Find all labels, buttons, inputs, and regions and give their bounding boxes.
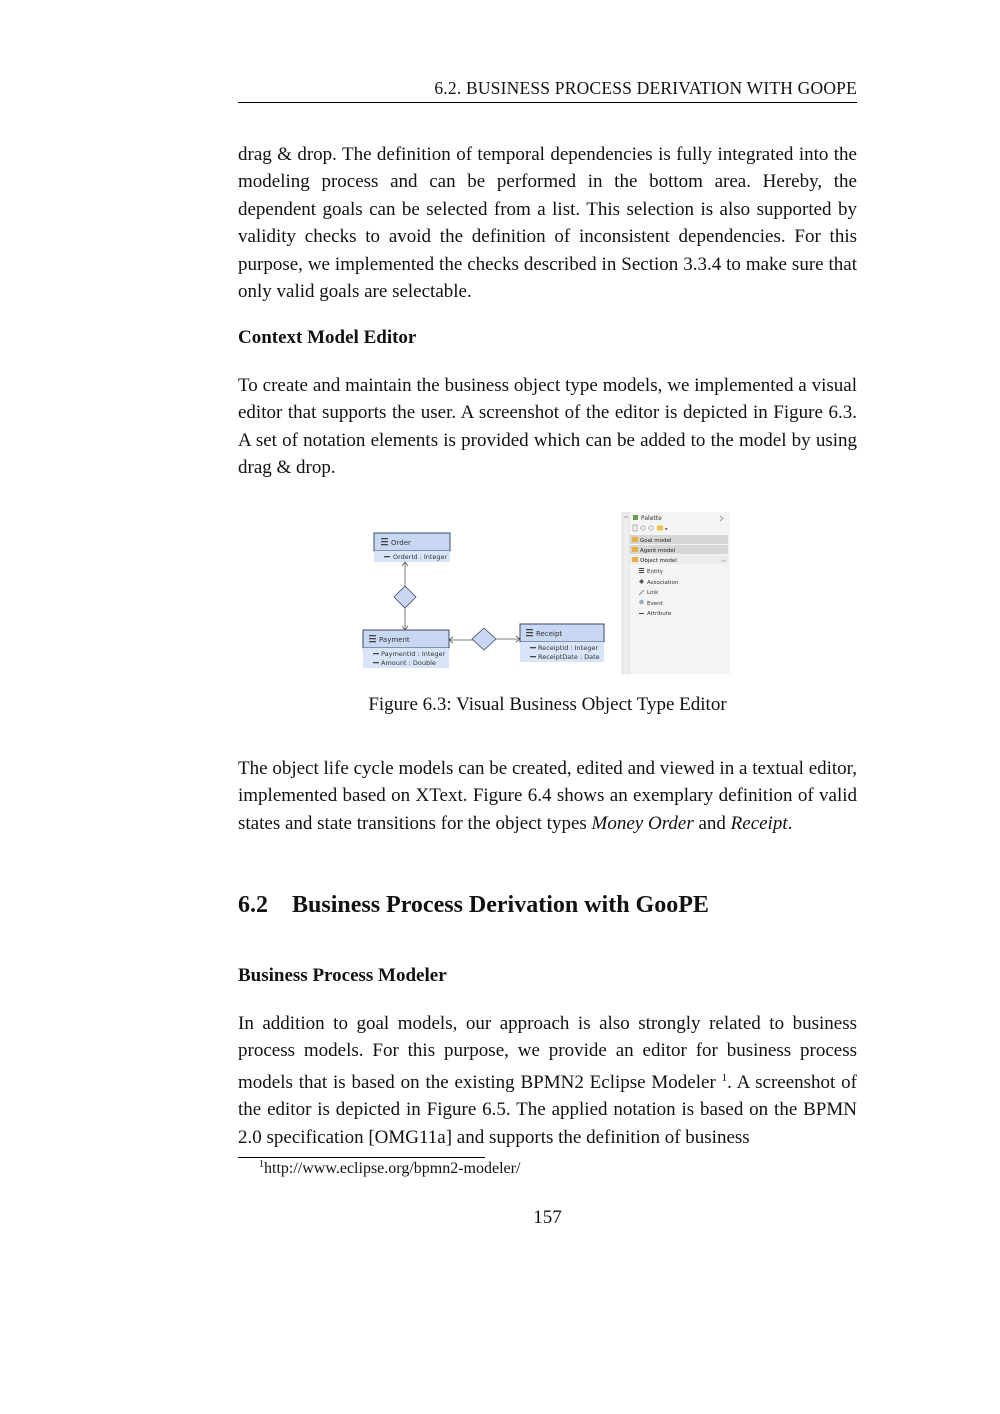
palette-item: Link xyxy=(647,590,659,596)
paragraph-text: To create and maintain the business object type models, we implemented a visual editor that supports the user. A screenshot of the editor is depicted in Figure 6.3. A set of notation elements is provided which can be added to the model by using drag & drop. xyxy=(238,375,857,479)
page-number: 157 xyxy=(533,1207,562,1228)
section-title: Business Process Derivation with GooPE xyxy=(292,892,709,918)
palette-item: Event xyxy=(647,601,663,607)
paragraph-object-life-cycle xyxy=(238,755,857,837)
paragraph-temporal-dependencies xyxy=(238,141,857,305)
palette-title: Palette xyxy=(641,515,662,522)
footnote-number: 1 xyxy=(259,1159,264,1170)
palette-item: Attribute xyxy=(647,611,672,617)
section-heading xyxy=(238,892,709,919)
paragraph-context-editor xyxy=(238,372,857,482)
folder-icon xyxy=(632,537,638,542)
palette-group: Goal model xyxy=(640,538,672,544)
section-number: 6.2 xyxy=(238,892,268,918)
order-title: Order xyxy=(391,539,411,547)
footnote-marker: 1 xyxy=(721,1071,728,1084)
figure-object-type-editor xyxy=(360,512,730,674)
receipt-attr: ReceiptDate : Date xyxy=(538,653,600,661)
palette-panel[interactable] xyxy=(630,512,730,674)
emphasis-money-order: Money Order xyxy=(591,812,694,834)
paragraph-text: The object life cycle models can be created, edited and viewed in a textual editor, implemented based on XText. Figure 6.4 shows an exemplary definition of valid states and state transitions for the object types Money Order and Receipt. xyxy=(238,758,857,834)
paragraph-text: In addition to goal models, our approach is also strongly related to business process models. For this purpose, we provide an editor for business process models that is based on the existing BPMN2 Eclipse Modeler $^1$. A screenshot of the editor is depicted in Figure 6.5. The applied notation is based on the BPMN 2.0 specification [OMG11a] and supports the definition of business xyxy=(238,1013,857,1148)
palette-item: Entity xyxy=(647,569,664,575)
subheading-business-process-modeler: Business Process Modeler xyxy=(238,965,447,986)
receipt-entity[interactable] xyxy=(520,624,604,662)
footnote-link[interactable]: http://www.eclipse.org/bpmn2-modeler/ xyxy=(264,1160,521,1177)
footnote xyxy=(259,1159,520,1178)
folder-icon xyxy=(657,526,663,531)
palette-group: Agent model xyxy=(640,548,676,554)
payment-attr: PaymentId : Integer xyxy=(381,650,446,658)
palette-item: Association xyxy=(647,580,679,586)
figure-caption: Figure 6.3: Visual Business Object Type Editor xyxy=(368,694,727,715)
subheading-context-model-editor: Context Model Editor xyxy=(238,327,417,348)
payment-entity[interactable] xyxy=(363,630,449,668)
receipt-title: Receipt xyxy=(536,630,563,638)
svg-text:◃◃: ◃◃ xyxy=(721,559,726,564)
footnote-rule xyxy=(238,1157,485,1158)
folder-icon xyxy=(632,557,638,562)
paragraph-text: drag & drop. The definition of temporal dependencies is fully integrated into the modeling process and can be performed in the bottom area. Hereby, the dependent goals can be selected from a list. This selection is also supported by validity checks to avoid the definition of inconsistent dependencies. For this purpose, we implemented the checks described in Section 3.3.4 to make sure that only valid goals are selectable. xyxy=(238,144,857,303)
order-attr: OrderId : Integer xyxy=(393,553,448,561)
payment-title: Payment xyxy=(379,636,410,644)
palette-group: Object model xyxy=(640,558,677,564)
paragraph-bpmn-modeler xyxy=(238,1010,857,1151)
receipt-attr: ReceiptId : Integer xyxy=(538,644,599,652)
palette-icon xyxy=(633,515,638,520)
svg-text:▾: ▾ xyxy=(665,526,668,533)
payment-attr: Amount : Double xyxy=(381,659,436,667)
running-header: 6.2. BUSINESS PROCESS DERIVATION WITH GOOPE xyxy=(238,78,857,103)
canvas-scrollbar[interactable] xyxy=(622,512,630,674)
emphasis-receipt: Receipt xyxy=(730,812,788,834)
order-entity[interactable] xyxy=(374,533,450,562)
folder-icon xyxy=(632,547,638,552)
